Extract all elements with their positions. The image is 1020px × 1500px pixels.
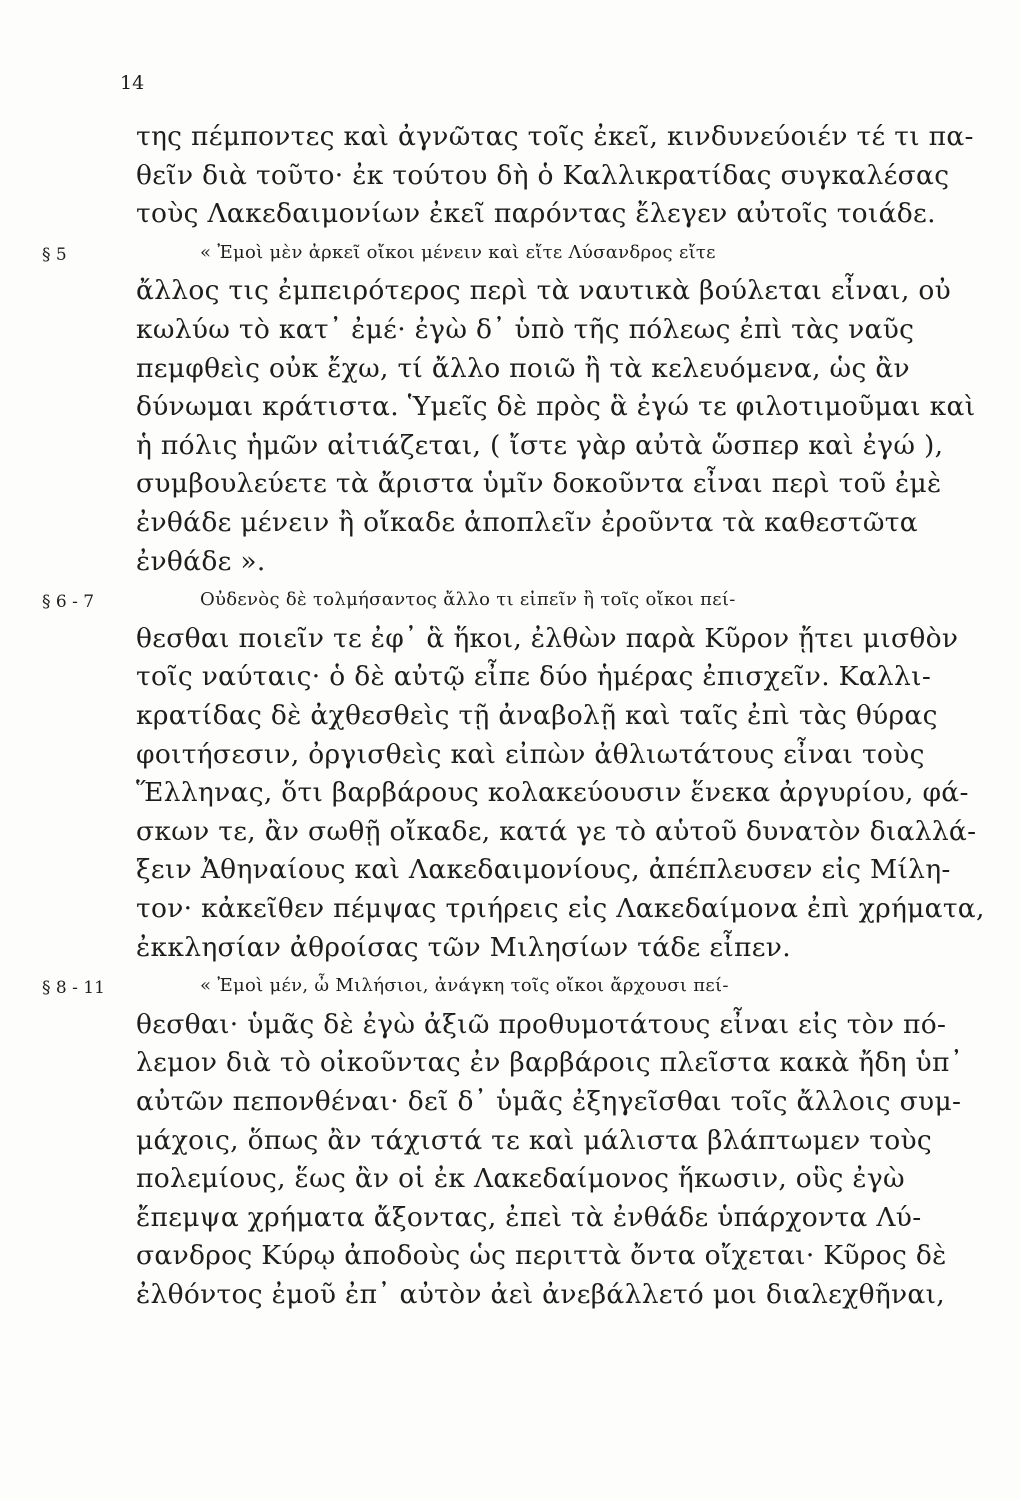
text-line: ἄλλος τις ἐμπειρότερος περὶ τὰ ναυτικὰ βούλεται εἶναι, οὐ (136, 275, 952, 307)
text-line: ἐλθόντος ἐμοῦ ἐπ᾿ αὐτὸν ἀεὶ ἀνεβάλλετό μοι διαλεχθῆναι, (136, 1279, 946, 1310)
text-line: « Ἐμοὶ μὲν ἀρκεῖ οἴκοι μένειν καὶ εἴτε Λύσανδρος εἴτε (200, 241, 716, 263)
text-line: κωλύω τὸ κατ᾿ ἐμέ· ἐγὼ δ᾿ ὑπὸ τῆς πόλεως ἐπὶ τὰς ναῦς (136, 314, 915, 345)
text-line: θεσθαι· ὑμᾶς δὲ ἐγὼ ἀξιῶ προθυμοτάτους εἶναι εἰς τὸν πό- (136, 1008, 947, 1040)
text-line: ἔπεμψα χρήματα ἄξοντας, ἐπεὶ τὰ ἐνθάδε ὑπάρχοντα Λύ- (136, 1201, 922, 1233)
text-line: Οὐδενὸς δὲ τολμήσαντος ἄλλο τι εἰπεῖν ἢ τοῖς οἴκοι πεί- (200, 589, 736, 611)
text-line: θεσθαι ποιεῖν τε ἐφ᾿ ἃ ἥκοι, ἐλθὼν παρὰ Κῦρον ᾔτει μισθὸν (136, 622, 959, 654)
text-line: κρατίδας δὲ ἀχθεσθεὶς τῇ ἀναβολῇ καὶ ταῖς ἐπὶ τὰς θύρας (136, 700, 938, 731)
text-line: πολεμίους, ἕως ἂν οἱ ἐκ Λακεδαίμονος ἥκωσιν, οὓς ἐγὼ (136, 1163, 905, 1195)
text-line: της πέμποντες καὶ ἀγνῶτας τοῖς ἐκεῖ, κινδυνεύοιέν τέ τι πα- (136, 121, 974, 152)
text-line: ἡ πόλις ἡμῶν αἰτιάζεται, ( ἴστε γὰρ αὐτὰ ὥσπερ καὶ ἐγώ ), (136, 429, 944, 461)
text-line: πεμφθεὶς οὐκ ἔχω, τί ἄλλο ποιῶ ἢ τὰ κελευόμενα, ὡς ἂν (136, 352, 910, 384)
text-line: Ἕλληνας, ὅτι βαρβάρους κολακεύουσιν ἕνεκα ἀργυρίου, φά- (136, 777, 969, 809)
text-line: ξειν Ἀθηναίους καὶ Λακεδαιμονίους, ἀπέπλευσεν εἰς Μίλη- (136, 854, 951, 886)
text-line: μάχοις, ὅπως ἂν τάχιστά τε καὶ μάλιστα βλάπτωμεν τοὺς (136, 1124, 933, 1156)
section-marker: § 8 - 11 (42, 978, 105, 999)
text-line: δύνωμαι κράτιστα. Ὑμεῖς δὲ πρὸς ἃ ἐγώ τε φιλοτιμοῦμαι καὶ (136, 391, 976, 423)
text-line: φοιτήσεσιν, ὀργισθεὶς καὶ εἰπὼν ἀθλιωτάτους εἶναι τοὺς (136, 738, 925, 770)
section-marker: § 5 (42, 244, 67, 265)
text-line: ἐκκλησίαν ἀθροίσας τῶν Μιλησίων τάδε εἶπεν. (136, 931, 791, 963)
text-line: λεμον διὰ τὸ οἰκοῦντας ἐν βαρβάροις πλεῖστα κακὰ ἤδη ὑπ᾿ (136, 1047, 964, 1079)
text-line: τοὺς Λακεδαιμονίων ἐκεῖ παρόντας ἔλεγεν αὐτοῖς τοιάδε. (136, 198, 936, 230)
section-marker: § 6 - 7 (42, 592, 95, 613)
text-line: ἐνθάδε ». (136, 545, 266, 577)
text-line: « Ἐμοὶ μέν, ὦ Μιλήσιοι, ἀνάγκη τοῖς οἴκοι ἄρχουσι πεί- (200, 975, 729, 997)
text-line: τοῖς ναύταις· ὁ δὲ αὐτῷ εἶπε δύο ἡμέρας ἐπισχεῖν. Καλλι- (136, 661, 932, 693)
text-line: τον· κἀκεῖθεν πέμψας τριήρεις εἰς Λακεδαίμονα ἐπὶ χρήματα, (136, 893, 985, 924)
text-line: θεῖν διὰ τοῦτο· ἐκ τούτου δὴ ὁ Καλλικρατίδας συγκαλέσας (136, 159, 950, 191)
text-line: σκων τε, ἂν σωθῇ οἴκαδε, κατά γε τὸ αὑτοῦ δυνατὸν διαλλά- (136, 815, 977, 847)
text-line: συμβουλεύετε τὰ ἄριστα ὑμῖν δοκοῦντα εἶναι περὶ τοῦ ἐμὲ (136, 468, 942, 500)
text-line: αὐτῶν πεπονθέναι· δεῖ δ᾿ ὑμᾶς ἐξηγεῖσθαι τοῖς ἄλλοις συμ- (136, 1086, 962, 1117)
text-line: ἐνθάδε μένειν ἢ οἴκαδε ἀποπλεῖν ἐροῦντα τὰ καθεστῶτα (136, 507, 918, 538)
text-line: σανδρος Κύρῳ ἀποδοὺς ὡς περιττὰ ὄντα οἴχεται· Κῦρος δὲ (136, 1240, 947, 1272)
page-number: 14 (120, 72, 145, 94)
